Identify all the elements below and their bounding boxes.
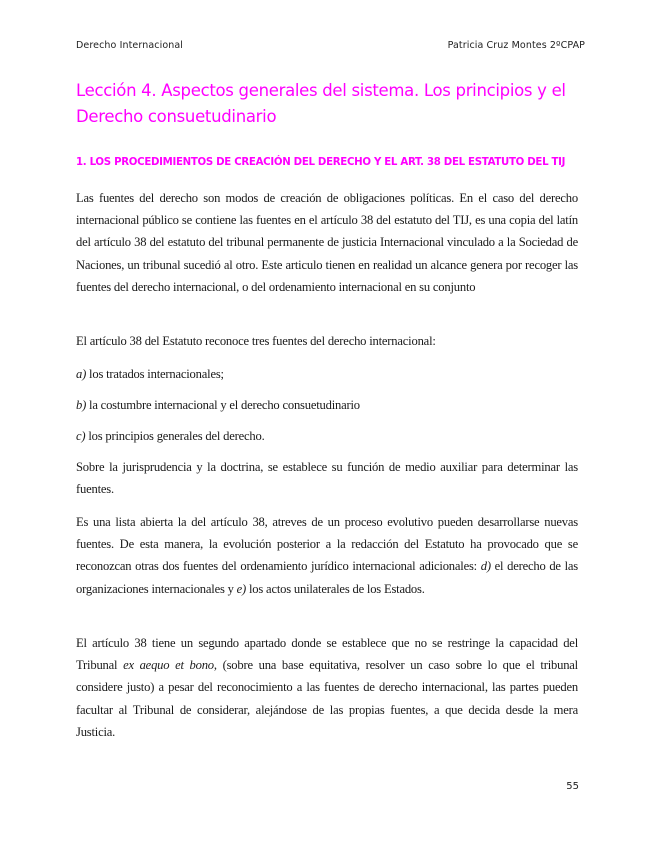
page-number: 55 <box>566 781 579 792</box>
list-item-b <box>76 394 578 416</box>
paragraph-sources-intro: Las fuentes del derecho son modos de creación de obligaciones políticas. En el caso del derecho internacional público se contiene las fuentes en el artículo 38 del estatuto del TIJ, es una copia del latín del artículo 38 del estatuto del tribunal permanente de justicia Internacional vinculado a la Sociedad de Naciones, un tribunal sucedió al otro. Este articulo tienen en realidad un alcance genera por recoger las fuentes del derecho internacional, o del ordenamiento internacional en su conjunto <box>76 191 578 294</box>
header-author: Patricia Cruz Montes 2ºCPAP <box>447 40 585 51</box>
paragraph-ex-aequo-et-bono: El artículo 38 tiene un segundo apartado donde se establece que no se restringe la capacidad del Tribunal ex aequo et bono, (sobre una base equitativa, resolver un caso sobre lo que el tribunal considere justo) a pesar del reconocimiento a las fuentes de derecho internacional, las partes pueden facultar al Tribunal de considerar, alejándose de las propias fuentes, a que decida desde la mera Justicia. <box>76 636 578 739</box>
paragraph-three-sources: El artículo 38 del Estatuto reconoce tres fuentes del derecho internacional: <box>76 334 436 348</box>
list-item-a <box>76 363 578 385</box>
list-letter: a) <box>76 367 87 381</box>
list-item-text: la costumbre internacional y el derecho consuetudinario <box>86 398 360 412</box>
paragraph-open-list: Es una lista abierta la del artículo 38, atreves de un proceso evolutivo pueden desarrollarse nuevas fuentes. De esta manera, la evolución posterior a la redacción del Estatuto ha provocado que se reconozcan otras dos fuentes del ordenamiento jurídico internacional adicionales: d) el derecho de las organizaciones internacionales y e) los actos unilaterales de los Estados. <box>76 515 578 596</box>
list-letter: c) <box>76 429 86 443</box>
list-letter: b) <box>76 398 87 412</box>
section-heading: 1. LOS PROCEDIMIENTOS DE CREACIÓN DEL DERECHO Y EL ART. 38 DEL ESTATUTO DEL TIJ <box>76 157 566 168</box>
paragraph-jurisprudence: Sobre la jurisprudencia y la doctrina, se establece su función de medio auxiliar para determinar las fuentes. <box>76 460 578 497</box>
list-item-text: los principios generales del derecho. <box>85 429 265 443</box>
list-item-text: los tratados internacionales; <box>86 367 224 381</box>
lesson-title: Lección 4. Aspectos generales del sistema. Los principios y el Derecho consuetudinario <box>76 81 566 126</box>
list-item-c <box>76 425 578 447</box>
header-course-name: Derecho Internacional <box>76 40 184 51</box>
